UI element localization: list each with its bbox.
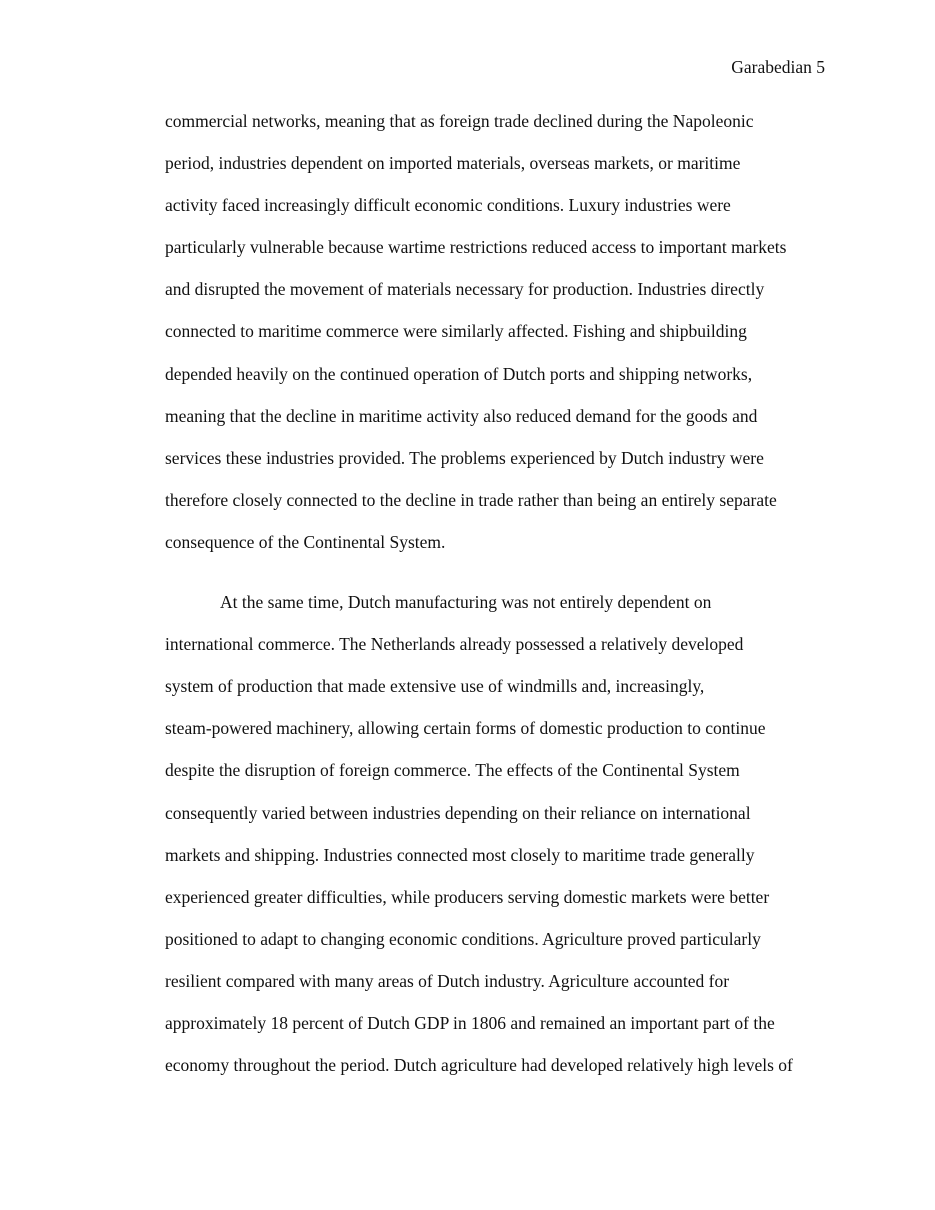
text-line: consequently varied between industries depending on their reliance on international	[165, 802, 751, 823]
text-line: steam-powered machinery, allowing certain forms of domestic production to continue	[165, 718, 766, 739]
paragraph-spacer	[165, 563, 835, 581]
text-line: approximately 18 percent of Dutch GDP in 1806 and remained an important part of the	[165, 1012, 775, 1033]
text-line: markets and shipping. Industries connected most closely to maritime trade generally	[165, 844, 755, 865]
text-line: consequence of the Continental System.	[165, 531, 446, 552]
text-line: resilient compared with many areas of Dutch industry. Agriculture accounted for	[165, 970, 730, 991]
text-line: services these industries provided. The problems experienced by Dutch industry were	[165, 447, 764, 468]
text-line: international commerce. The Netherlands already possessed a relatively developed	[165, 634, 744, 655]
text-line: activity faced increasingly difficult economic conditions. Luxury industries were	[165, 195, 731, 216]
text-line: commercial networks, meaning that as foreign trade declined during the Napoleonic	[165, 111, 754, 131]
text-line: economy throughout the period. Dutch agriculture had developed relatively high levels of	[165, 1055, 793, 1076]
text-line: depended heavily on the continued operation of Dutch ports and shipping networks,	[165, 363, 753, 384]
text-line: connected to maritime commerce were similarly affected. Fishing and shipbuilding	[165, 321, 747, 342]
body-text	[165, 100, 835, 1086]
text-line: and disrupted the movement of materials necessary for production. Industries directly	[165, 279, 765, 300]
text-line: despite the disruption of foreign commerce. The effects of the Continental System	[165, 760, 740, 781]
text-line: particularly vulnerable because wartime restrictions reduced access to important markets	[165, 237, 787, 258]
text-line: experienced greater difficulties, while producers serving domestic markets were better	[165, 886, 770, 907]
paragraph-2	[165, 581, 835, 1086]
text-line: system of production that made extensive use of windmills and, increasingly,	[165, 676, 705, 697]
text-line: therefore closely connected to the decline in trade rather than being an entirely separate	[165, 489, 777, 510]
text-line: period, industries dependent on imported materials, overseas markets, or maritime	[165, 153, 741, 174]
running-head: Garabedian 5	[731, 57, 825, 77]
text-line: At the same time, Dutch manufacturing was not entirely dependent on	[220, 592, 712, 613]
text-line: positioned to adapt to changing economic conditions. Agriculture proved particularly	[165, 928, 761, 949]
paragraph-1	[165, 100, 835, 563]
text-line: meaning that the decline in maritime activity also reduced demand for the goods and	[165, 405, 758, 426]
